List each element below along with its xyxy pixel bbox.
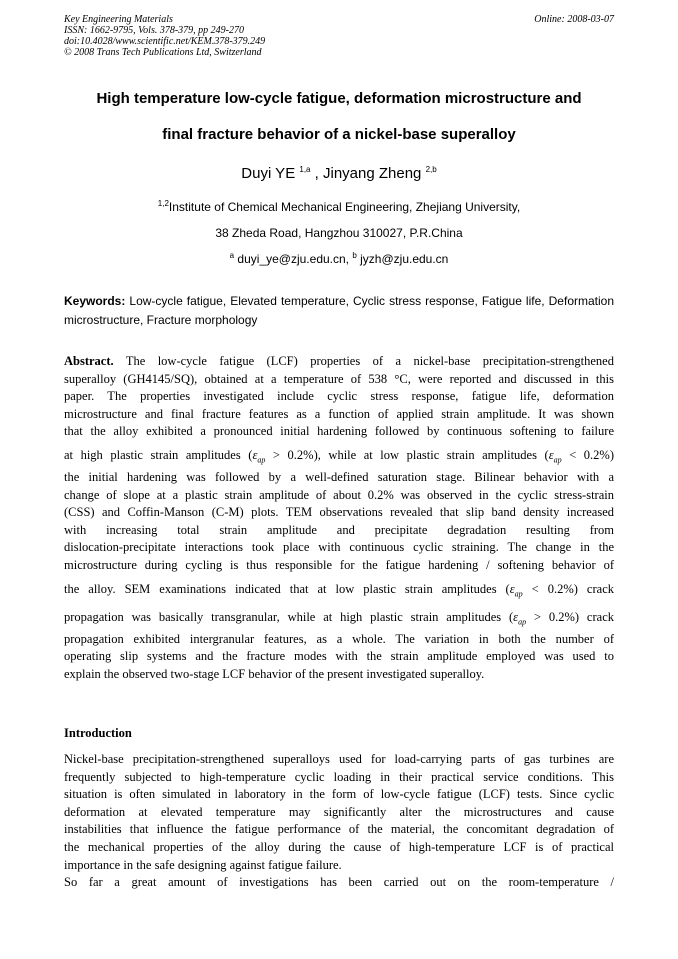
epsilon-ap-symbol: $\varepsilon_{ap}$ [548, 447, 562, 465]
author-2-affil: 2,b [425, 165, 437, 174]
copyright-line: © 2008 Trans Tech Publications Ltd, Switzerland [64, 47, 262, 58]
author-separator: , Jinyang Zheng [310, 165, 426, 182]
paper-title-line-1: High temperature low-cycle fatigue, deformation microstructure and [96, 90, 582, 107]
online-date: Online: 2008-03-07 [534, 14, 614, 25]
abstract-label: Abstract. [64, 354, 114, 368]
email-b[interactable]: jyzh@zju.edu.cn [356, 252, 449, 266]
section-heading-introduction: Introduction [64, 726, 132, 740]
abstract-line: microstructure and final fracture features as a function of applied strain amplitude. It was shown [64, 406, 614, 421]
abstract-line: the initial hardening was followed by a well-defined saturation stage. Bilinear behavior with a [64, 469, 614, 484]
abstract-line: Abstract. The low-cycle fatigue (LCF) properties of a nickel-base precipitation-strengthened [64, 354, 614, 368]
abstract-line: (CSS) and Coffin-Manson (C-M) plots. TEM observations revealed that slip band density increased [64, 505, 614, 520]
author-list [40, 165, 638, 183]
paper-title-line-2: final fracture behavior of a nickel-base superalloy [162, 126, 516, 143]
abstract-line: with increasing total strain amplitude and precipitate degradation resulting from [64, 522, 614, 537]
intro-line: the mechanical properties of the alloy during the cause of high-temperature LCF is of practical [64, 839, 614, 854]
abstract-line: microstructure during cycling is thus responsible for the fatigue hardening / softening behavior of [64, 557, 614, 572]
keywords-label: Keywords: [64, 294, 126, 308]
abstract-line: operating slip systems and the fracture modes with the strain amplitude employed was used to [64, 649, 614, 664]
journal-name: Key Engineering Materials [64, 14, 173, 25]
abstract-line: that the alloy exhibited a pronounced initial hardening followed by continuous softening to failure [64, 424, 614, 439]
intro-line: frequently subjected to high-temperature cyclic loading in their practical service conditions. This [64, 769, 614, 784]
introduction-section [64, 751, 614, 892]
epsilon-ap-symbol: $\varepsilon_{ap}$ [513, 609, 527, 627]
intro-line: So far a great amount of investigations has been carried out on the room-temperature / [64, 875, 614, 890]
author-1-affil: 1,a [299, 165, 311, 174]
abstract-line: paper. The properties investigated include cyclic stress response, fatigue life, deformation [64, 389, 614, 404]
epsilon-ap-symbol: $\varepsilon_{ap}$ [252, 447, 266, 465]
author-emails: $^a$ duyi_ye@zju.edu.cn, $^b$ jyzh@zju.edu.cn [229, 251, 449, 266]
intro-line: Nickel-base precipitation-strengthened superalloys used for load-carrying parts of gas turbines are [64, 752, 614, 766]
abstract-line: dislocation-precipitate interactions took place with continuous cyclic straining. The change in the [64, 540, 614, 555]
abstract-line: superalloy (GH4145/SQ), obtained at a temperature of 538 °C, were reported and discussed in this [64, 371, 614, 386]
abstract-section [64, 353, 614, 683]
abstract-line: propagation exhibited intergranular features, as a whole. The variation in both the number of [64, 631, 614, 646]
abstract-line: the alloy. SEM examinations indicated that at low plastic strain amplitudes $(\varepsilon_{ap} < 0.2\%)$ crack [64, 581, 614, 599]
intro-line: importance in the safe designing against fatigue failure. [64, 857, 342, 872]
intro-line: instabilities that influence the fatigue performance of the material, the concomitant degradation of [64, 822, 614, 837]
intro-line: deformation at elevated temperature may significantly alter the microstructures and cause [64, 804, 614, 819]
affiliation-sup: 1,2 [157, 199, 169, 208]
doi-line: doi:10.4028/www.scientific.net/KEM.378-379.249 [64, 36, 266, 47]
intro-line: situation is often simulated in laboratory in the form of low-cycle fatigue (LCF) tests. Since cyclic [64, 787, 614, 802]
abstract-line: explain the observed two-stage LCF behavior of the present investigated superalloy. [64, 666, 485, 681]
affiliation-line-1: $^{1,2}$Institute of Chemical Mechanical Engineering, Zhejiang University, [157, 199, 521, 214]
abstract-line: propagation was basically transgranular, while at high plastic strain amplitudes $(\varepsilon_{ap} > 0.2\%)$ crack [64, 609, 614, 627]
abstract-line: change of slope at a plastic strain amplitude of about 0.2% was observed in the cyclic stress-strain [64, 487, 614, 502]
author-1: Duyi YE [241, 165, 300, 182]
email-a[interactable]: duyi_ye@zju.edu.cn, [234, 252, 353, 266]
abstract-line: at high plastic strain amplitudes $(\varepsilon_{ap} > 0.2\%)$, while at low plastic strain amplitudes $(\varepsilon_{ap} < 0.2\%)$ [64, 447, 614, 465]
issn-line: ISSN: 1662-9795, Vols. 378-379, pp 249-270 [64, 25, 244, 36]
affiliation-line-2: 38 Zheda Road, Hangzhou 310027, P.R.China [215, 226, 463, 240]
journal-header [64, 14, 265, 58]
epsilon-ap-symbol: $\varepsilon_{ap}$ [509, 581, 523, 599]
keywords-section [64, 292, 614, 330]
keywords-text: Low-cycle fatigue, Elevated temperature, Cyclic stress response, Fatigue life, Deformation microstructure, Fracture morphology [64, 294, 614, 327]
